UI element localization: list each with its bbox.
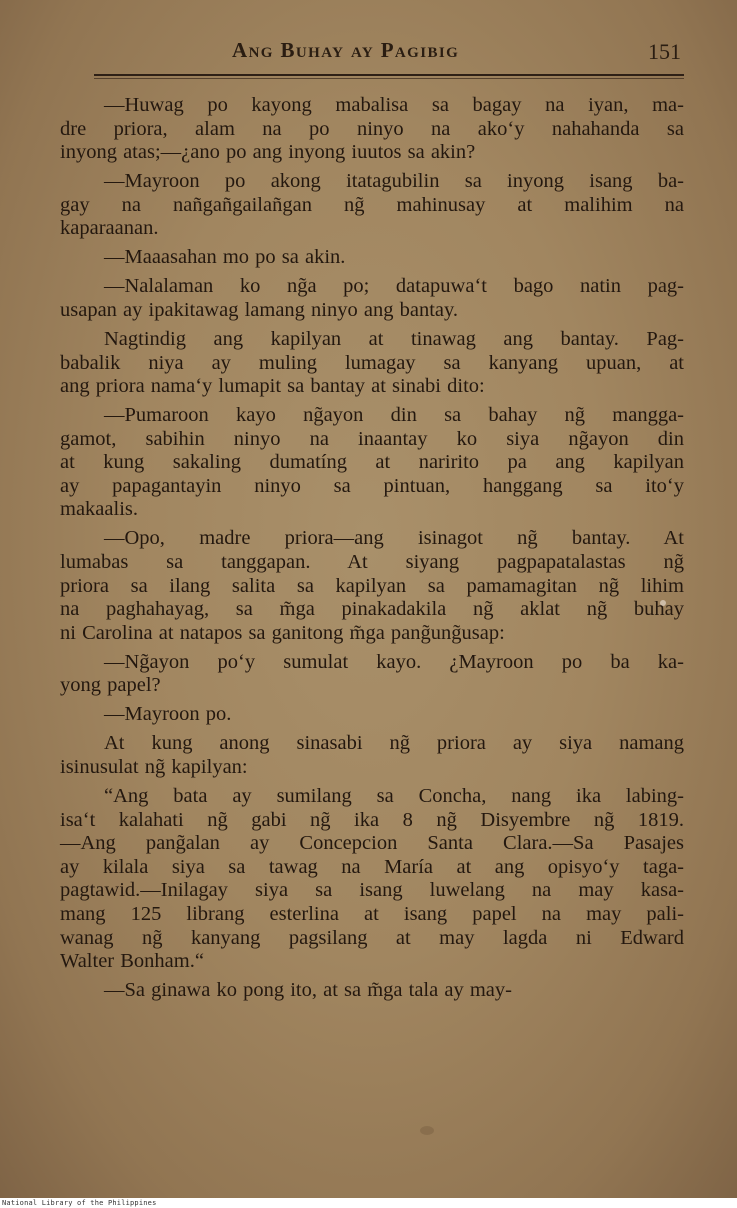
text-line: yong papel?	[60, 674, 161, 697]
paragraph	[60, 94, 684, 165]
text-line: ang priora nama‘y lumapit sa bantay at sinabi dito:	[60, 375, 485, 398]
text-line: Nagtindig ang kapilyan at tinawag ang bantay. Pag-	[104, 327, 684, 350]
text-line: mang 125 librang esterlina at isang papel na may pali-	[60, 902, 684, 925]
text-line: —Maaasahan mo po sa akin.	[104, 246, 346, 269]
text-line: lumabas sa tanggapan. At siyang pagpapatalastas ng̃	[60, 551, 684, 574]
text-line: isa‘t kalahati ng̃ gabi ng̃ ika 8 ng̃ Disyembre ng̃ 1819.	[60, 808, 684, 831]
text-line: —Mayroon po.	[104, 703, 232, 726]
text-line: ni Carolina at natapos sa ganitong m̃ga pang̃ung̃usap:	[60, 621, 505, 644]
paragraph	[60, 170, 684, 241]
text-line: wanag ng̃ kanyang pagsilang at may lagda ni Edward	[60, 926, 684, 949]
text-line: —Sa ginawa ko pong ito, at sa m̃ga tala ay may-	[104, 979, 512, 1002]
text-line: Walter Bonham.“	[60, 950, 204, 973]
text-line: At kung anong sinasabi ng̃ priora ay siya namang	[104, 732, 684, 755]
footer-credit: National Library of the Philippines	[2, 1199, 157, 1207]
text-line: inyong atas;—¿ano po ang inyong iuutos sa akin?	[60, 141, 476, 164]
text-line: kaparaanan.	[60, 217, 159, 240]
text-line: ay papagantayin ninyo sa pintuan, hanggang sa ito‘y	[60, 474, 684, 497]
text-line: —Ang pang̃alan ay Concepcion Santa Clara.—Sa Pasajes	[60, 832, 684, 855]
text-line: at kung sakaling dumatíng at naririto pa ang kapilyan	[60, 451, 684, 474]
text-line: na paghahayag, sa m̃ga pinakadakila ng̃ aklat ng̃ buhay	[60, 598, 684, 621]
ink-blot	[420, 1126, 434, 1135]
body-text	[60, 94, 684, 1008]
header-rule-thin	[94, 78, 684, 79]
text-line: “Ang bata ay sumilang sa Concha, nang ika labing-	[104, 784, 684, 807]
text-line: gamot, sabihin ninyo na inaantay ko siya ng̃ayon din	[60, 427, 684, 450]
text-line: —Opo, madre priora—ang isinagot ng̃ bantay. At	[104, 527, 684, 550]
text-line: makaalis.	[60, 498, 138, 521]
text-line: —Nalalaman ko ng̃a po; datapuwa‘t bago natin pag-	[104, 275, 684, 298]
page-header	[0, 36, 737, 70]
paragraph	[60, 527, 684, 645]
text-line: —Huwag po kayong mabalisa sa bagay na iyan, ma-	[104, 94, 684, 116]
header-rule	[94, 74, 684, 76]
text-line: usapan ay ipakitawag lamang ninyo ang bantay.	[60, 298, 459, 321]
text-line: —Ng̃ayon po‘y sumulat kayo. ¿Mayroon po ba ka-	[104, 650, 684, 673]
paragraph	[60, 732, 684, 779]
text-line: pagtawid.—Inilagay siya sa isang luwelang na may kasa-	[60, 879, 684, 902]
paragraph	[60, 404, 684, 522]
paragraph	[60, 979, 684, 1003]
text-line: —Pumaroon kayo ng̃ayon din sa bahay ng̃ mangga-	[104, 404, 684, 427]
text-line: babalik niya ay muling lumagay sa kanyang upuan, at	[60, 351, 684, 374]
paragraph	[60, 246, 684, 270]
paragraph	[60, 703, 684, 727]
text-line: gay na nañgañgailañgan ng̃ mahinusay at malihim na	[60, 193, 684, 216]
running-title: Ang Buhay ay Pagibig	[232, 38, 460, 62]
text-line: —Mayroon po akong itatagubilin sa inyong isang ba-	[104, 170, 684, 193]
paragraph	[60, 785, 684, 974]
text-line: priora sa ilang salita sa kapilyan sa pamamagitan ng̃ lihim	[60, 574, 684, 597]
text-line: dre priora, alam na po ninyo na ako‘y nahahanda sa	[60, 117, 684, 140]
page-number: 151	[648, 39, 681, 64]
paragraph	[60, 328, 684, 399]
text-line: isinusulat ng̃ kapilyan:	[60, 755, 248, 778]
paragraph	[60, 651, 684, 698]
text-line: ay kilala siya sa tawag na María at ang opisyo‘y taga-	[60, 855, 684, 878]
paragraph	[60, 275, 684, 322]
